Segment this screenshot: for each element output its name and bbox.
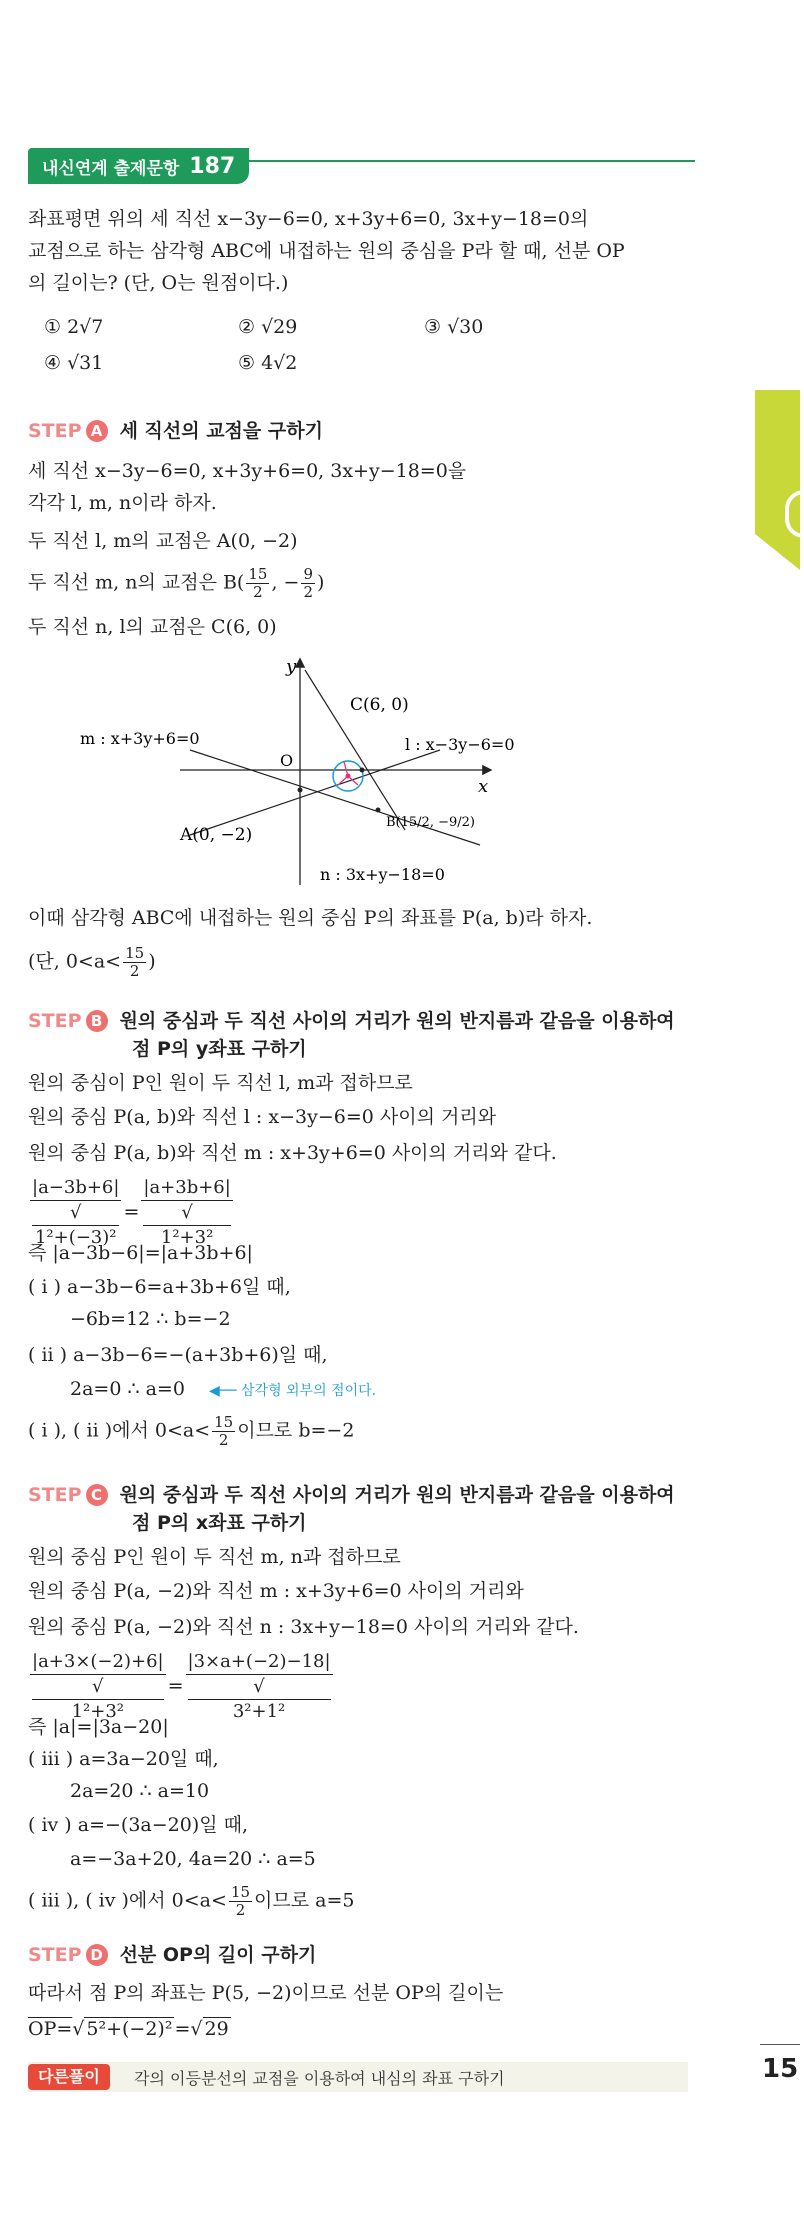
fraction: $\frac{15}{2}$ — [230, 1883, 251, 1919]
step-a-heading — [28, 416, 323, 443]
point-c-label: C(6, 0) — [350, 695, 409, 715]
after-figure-condition: (단, 0<a< $\frac{15}{2}$ ) — [28, 944, 156, 980]
origin-label: O — [280, 751, 294, 770]
step-c-title-1: 원의 중심과 두 직선 사이의 거리가 원의 반지름과 같음을 이용하여 — [119, 1484, 675, 1506]
side-tab — [755, 390, 800, 570]
step-a-line-b: 두 직선 m, n의 교점은 B( $\frac{15}{2}$ , − $\frac{9}{2}$ ) — [28, 565, 325, 601]
after-figure-line: 이때 삼각형 ABC에 내접하는 원의 중심 P의 좌표를 P(a, b)라 하자. — [28, 907, 593, 929]
step-a-line-2: 각각 l, m, n이라 하자. — [28, 492, 217, 514]
x-axis-label: x — [478, 776, 489, 797]
fraction: |a−3b+6| √ 1²+(−3)² — [32, 1177, 120, 1248]
step-b-line-4: 즉 |a−3b−6|=|a+3b+6| — [28, 1242, 253, 1264]
fraction: $\frac{9}{2}$ — [303, 565, 313, 601]
alt-solution-badge[interactable]: 다른풀이 — [28, 2064, 110, 2090]
step-c-line-6: 2a=20 ∴ a=10 — [70, 1780, 210, 1802]
problem-number: 187 — [189, 153, 236, 179]
line-n-label: n : 3x+y−18=0 — [320, 865, 445, 884]
step-c-equation: |a+3×(−2)+6| √ 1²+3² = |3×a+(−2)−18| √ 3²+1² — [32, 1651, 331, 1722]
fraction: |3×a+(−2)−18| √ 3²+1² — [187, 1651, 331, 1722]
point-c — [360, 768, 365, 773]
choice-5[interactable]: ⑤ 4√2 — [238, 352, 298, 374]
step-b-title-2: 점 P의 y좌표 구하기 — [132, 1038, 307, 1060]
step-b-equation: |a−3b+6| √ 1²+(−3)² = |a+3b+6| √ 1²+3² — [32, 1177, 231, 1248]
step-b-conclusion: ( i ), ( ii )에서 0<a< $\frac{15}{2}$ 이므로 b=−2 — [28, 1413, 355, 1449]
step-a-letter: A — [86, 420, 108, 442]
point-b — [376, 808, 381, 813]
step-b-heading — [28, 1006, 675, 1033]
step-d-title: 선분 OP의 길이 구하기 — [119, 1944, 317, 1966]
problem-header — [28, 148, 249, 184]
problem-badge: 내신연계 출제문항 — [42, 158, 180, 179]
step-b-line-6: −6b=12 ∴ b=−2 — [70, 1308, 231, 1330]
step-d-label: STEP — [28, 1944, 82, 1966]
step-c-heading — [28, 1480, 675, 1507]
point-a-label: A(0, −2) — [180, 825, 253, 845]
fraction: |a+3×(−2)+6| √ 1²+3² — [32, 1651, 164, 1722]
problem-line-2: 교점으로 하는 삼각형 ABC에 내접하는 원의 중심을 P라 할 때, 선분 OP — [28, 240, 625, 262]
choice-1[interactable]: ① 2√7 — [44, 316, 104, 338]
step-c-line-4: 즉 |a|=|3a−20| — [28, 1716, 169, 1738]
step-b-label: STEP — [28, 1010, 82, 1032]
step-c-line-3: 원의 중심 P(a, −2)와 직선 n : 3x+y−18=0 사이의 거리와 같다. — [28, 1616, 579, 1638]
step-c-line-2: 원의 중심 P(a, −2)와 직선 m : x+3y+6=0 사이의 거리와 — [28, 1580, 524, 1602]
step-a-title: 세 직선의 교점을 구하기 — [119, 420, 323, 442]
step-c-line-1: 원의 중심 P인 원이 두 직선 m, n과 접하므로 — [28, 1546, 401, 1568]
step-b-line-1: 원의 중심이 P인 원이 두 직선 l, m과 접하므로 — [28, 1072, 413, 1094]
fraction: $\frac{15}{2}$ — [214, 1413, 234, 1449]
step-c-conclusion: ( iii ), ( iv )에서 0<a< $\frac{15}{2}$ 이므로 a=5 — [28, 1883, 355, 1919]
header-rule — [215, 160, 695, 162]
step-b-line-2: 원의 중심 P(a, b)와 직선 l : x−3y−6=0 사이의 거리와 — [28, 1106, 497, 1128]
choice-3[interactable]: ③ √30 — [424, 316, 484, 338]
step-b-line-5: ( i ) a−3b−6=a+3b+6일 때, — [28, 1276, 291, 1298]
step-c-title-2: 점 P의 x좌표 구하기 — [132, 1512, 307, 1534]
choice-4[interactable]: ④ √31 — [44, 352, 104, 374]
line-m-label: m : x+3y+6=0 — [80, 729, 200, 748]
point-a — [298, 788, 303, 793]
step-c-line-5: ( iii ) a=3a−20일 때, — [28, 1748, 219, 1770]
line-n — [305, 670, 405, 830]
problem-line-3: 의 길이는? (단, O는 원점이다.) — [28, 272, 289, 294]
step-b-title-1: 원의 중심과 두 직선 사이의 거리가 원의 반지름과 같음을 이용하여 — [119, 1010, 675, 1032]
fraction: $\frac{15}{2}$ — [248, 565, 268, 601]
point-b-label: B(15/2, −9/2) — [386, 815, 475, 830]
step-a-line-3: 두 직선 l, m의 교점은 A(0, −2) — [28, 530, 298, 552]
step-d-heading — [28, 1940, 316, 1967]
choice-2[interactable]: ② √29 — [238, 316, 298, 338]
page-number: 15 — [762, 2054, 799, 2084]
step-c-line-7: ( iv ) a=−(3a−20)일 때, — [28, 1814, 249, 1836]
step-c-letter: C — [86, 1484, 108, 1506]
step-b-letter: B — [86, 1010, 108, 1032]
step-c-label: STEP — [28, 1484, 82, 1506]
step-c-line-8: a=−3a+20, 4a=20 ∴ a=5 — [70, 1848, 316, 1870]
triangle-figure — [80, 650, 620, 890]
step-a-label: STEP — [28, 420, 82, 442]
step-a-line-4: 두 직선 n, l의 교점은 C(6, 0) — [28, 616, 277, 638]
step-d-line-2: OP=√ 5²+(−2)² =√ 29 — [28, 2018, 229, 2040]
fraction: |a+3b+6| √ 1²+3² — [143, 1177, 231, 1248]
fraction: $\frac{15}{2}$ — [125, 944, 145, 980]
step-b-note: ◀── 삼각형 외부의 점이다. — [208, 1383, 377, 1399]
step-a-line-1: 세 직선 x−3y−6=0, x+3y+6=0, 3x+y−18=0을 — [28, 460, 467, 482]
step-b-line-3: 원의 중심 P(a, b)와 직선 m : x+3y+6=0 사이의 거리와 같다. — [28, 1142, 557, 1164]
line-l-label: l : x−3y−6=0 — [405, 735, 515, 754]
step-d-line-1: 따라서 점 P의 좌표는 P(5, −2)이므로 선분 OP의 길이는 — [28, 1982, 504, 2004]
step-b-line-8: 2a=0 ∴ a=0 ◀── 삼각형 외부의 점이다. — [70, 1378, 377, 1400]
problem-line-1: 좌표평면 위의 세 직선 x−3y−6=0, x+3y+6=0, 3x+y−18=0의 — [28, 208, 589, 230]
y-axis-label: y — [286, 656, 297, 677]
step-b-line-7: ( ii ) a−3b−6=−(a+3b+6)일 때, — [28, 1344, 328, 1366]
step-d-letter: D — [86, 1944, 108, 1966]
margin-rule — [760, 2044, 800, 2045]
alt-solution-text: 각의 이등분선의 교점을 이용하여 내심의 좌표 구하기 — [134, 2069, 505, 2088]
